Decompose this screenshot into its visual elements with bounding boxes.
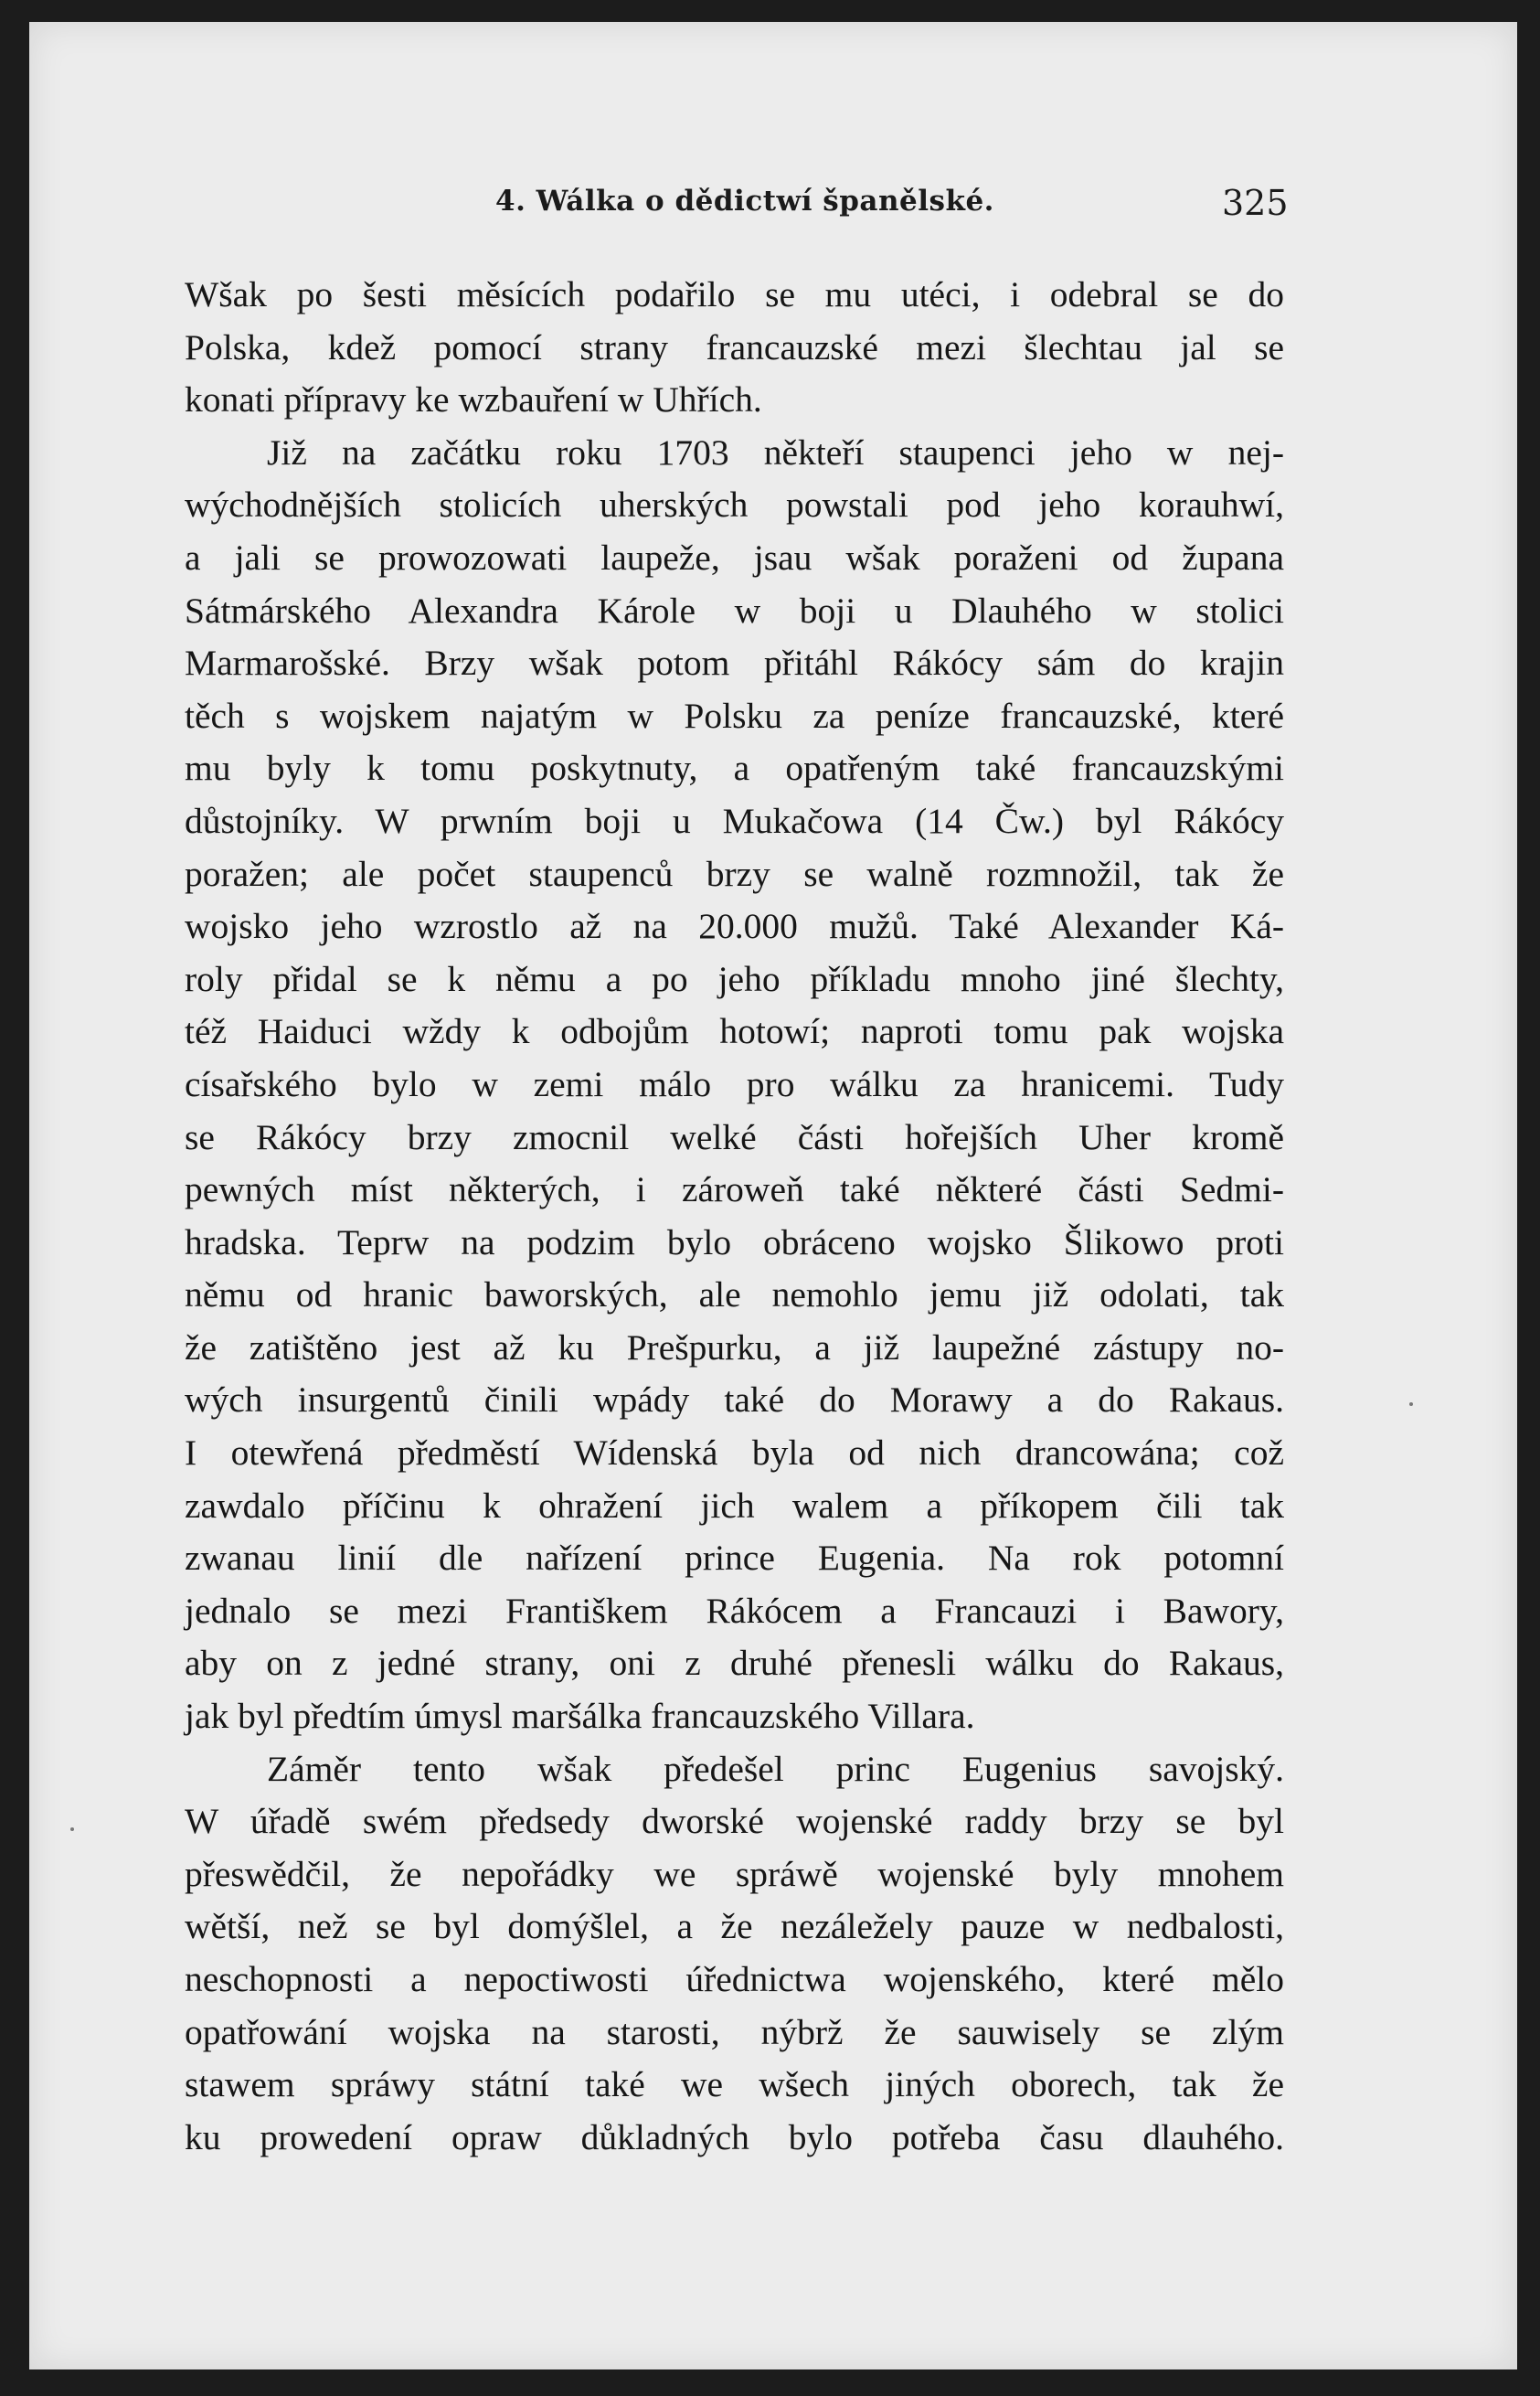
text-line: císařského bylo w zemi málo pro wálku za hranicemi. Tudy — [185, 1063, 1284, 1104]
text-line: aby on z jedné strany, oni z druhé přenesli wálku do Rakaus, — [185, 1643, 1284, 1684]
text-line: těch s wojskem najatým w Polsku za peníze francauzské, které — [185, 695, 1284, 736]
text-line: roly přidal se k němu a po jeho příkladu mnoho jiné šlechty, — [185, 958, 1284, 999]
book-page — [29, 22, 1517, 2369]
text-line: opatřowání wojska na starosti, nýbrž že sauwisely se zlým — [185, 2011, 1284, 2052]
text-line: Wšak po šesti měsících podařilo se mu utéci, i odebral se do — [185, 274, 1284, 314]
text-line: zwanau linií dle nařízení prince Eugenia. Na rok potomní — [185, 1538, 1284, 1579]
text-line: pewných míst některých, i zároweň také některé části Sedmi- — [185, 1169, 1284, 1210]
text-line: W úřadě swém předsedy dworské wojenské raddy brzy se byl — [185, 1801, 1284, 1842]
text-line: stawem spráwy státní také we wšech jiných oborech, tak že — [185, 2064, 1284, 2105]
paragraph-start-line: Již na začátku roku 1703 někteří staupenci jeho w nej- — [267, 431, 1284, 473]
page-header — [29, 185, 1517, 230]
text-line: přeswědčil, že nepořádky we spráwě wojenské byly mnohem — [185, 1853, 1284, 1894]
text-line: wětší, než se byl domýšlel, a že nezáležely pauze w nedbalosti, — [185, 1906, 1284, 1947]
paragraph-start-line: Záměr tento wšak předešel princ Eugenius savojský. — [267, 1748, 1284, 1789]
text-line: poražen; ale počet staupenců brzy se walně rozmnožil, tak že — [185, 853, 1284, 894]
page-number: 325 — [1222, 183, 1289, 223]
text-line: zawdalo příčinu k ohražení jich walem a příkopem čili tak — [185, 1485, 1284, 1526]
text-line: jednalo se mezi Františkem Rákócem a Francauzi i Bawory, — [185, 1590, 1284, 1631]
text-line: wých insurgentů činili wpády také do Morawy a do Rakaus. — [185, 1379, 1284, 1421]
scan-speck — [70, 1827, 74, 1831]
text-line: důstojníky. W prwním boji u Mukačowa (14 Čw.) byl Rákócy — [185, 800, 1284, 841]
text-line: němu od hranic baworských, ale nemohlo jemu již odolati, tak — [185, 1274, 1284, 1315]
text-line: se Rákócy brzy zmocnil welké části hořejších Uher kromě — [185, 1116, 1284, 1157]
text-line: že zatištěno jest až ku Prešpurku, a již laupežné zástupy no- — [185, 1326, 1284, 1368]
text-line: ku prowedení opraw důkladných bylo potřeba času dlauhého. — [185, 2116, 1284, 2157]
running-title: 4. Wálka o dědictwí španělské. — [495, 185, 994, 218]
body-text — [185, 269, 1284, 2164]
text-line: též Haiduci wždy k odbojům hotowí; naproti tomu pak wojska — [185, 1011, 1284, 1052]
text-line: wýchodnějších stolicích uherských powstali pod jeho korauhwí, — [185, 485, 1284, 526]
text-line: Marmarošské. Brzy wšak potom přitáhl Rákócy sám do krajin — [185, 643, 1284, 684]
text-line: wojsko jeho wzrostlo až na 20.000 mužů. Také Alexander Ká- — [185, 906, 1284, 947]
scan-speck — [1409, 1402, 1413, 1406]
text-line: jak byl předtím úmysl maršálka francauzského Villara. — [185, 1696, 975, 1737]
text-line: I otewřená předměstí Wídenská byla od nich drancowána; což — [185, 1432, 1284, 1474]
text-line: hradska. Teprw na podzim bylo obráceno wojsko Šlikowo proti — [185, 1221, 1284, 1262]
text-line: Sátmárského Alexandra Károle w boji u Dlauhého w stolici — [185, 590, 1284, 631]
text-line: konati přípravy ke wzbauření w Uhřích. — [185, 379, 762, 421]
text-line: Polska, kdež pomocí strany francauzské mezi šlechtau jal se — [185, 326, 1284, 367]
text-line: mu byly k tomu poskytnuty, a opatřeným také francauzskými — [185, 748, 1284, 789]
text-line: neschopnosti a nepoctiwosti úřednictwa wojenského, které mělo — [185, 1959, 1284, 1999]
text-line: a jali se prowozowati laupeže, jsau wšak poraženi od župana — [185, 537, 1284, 578]
